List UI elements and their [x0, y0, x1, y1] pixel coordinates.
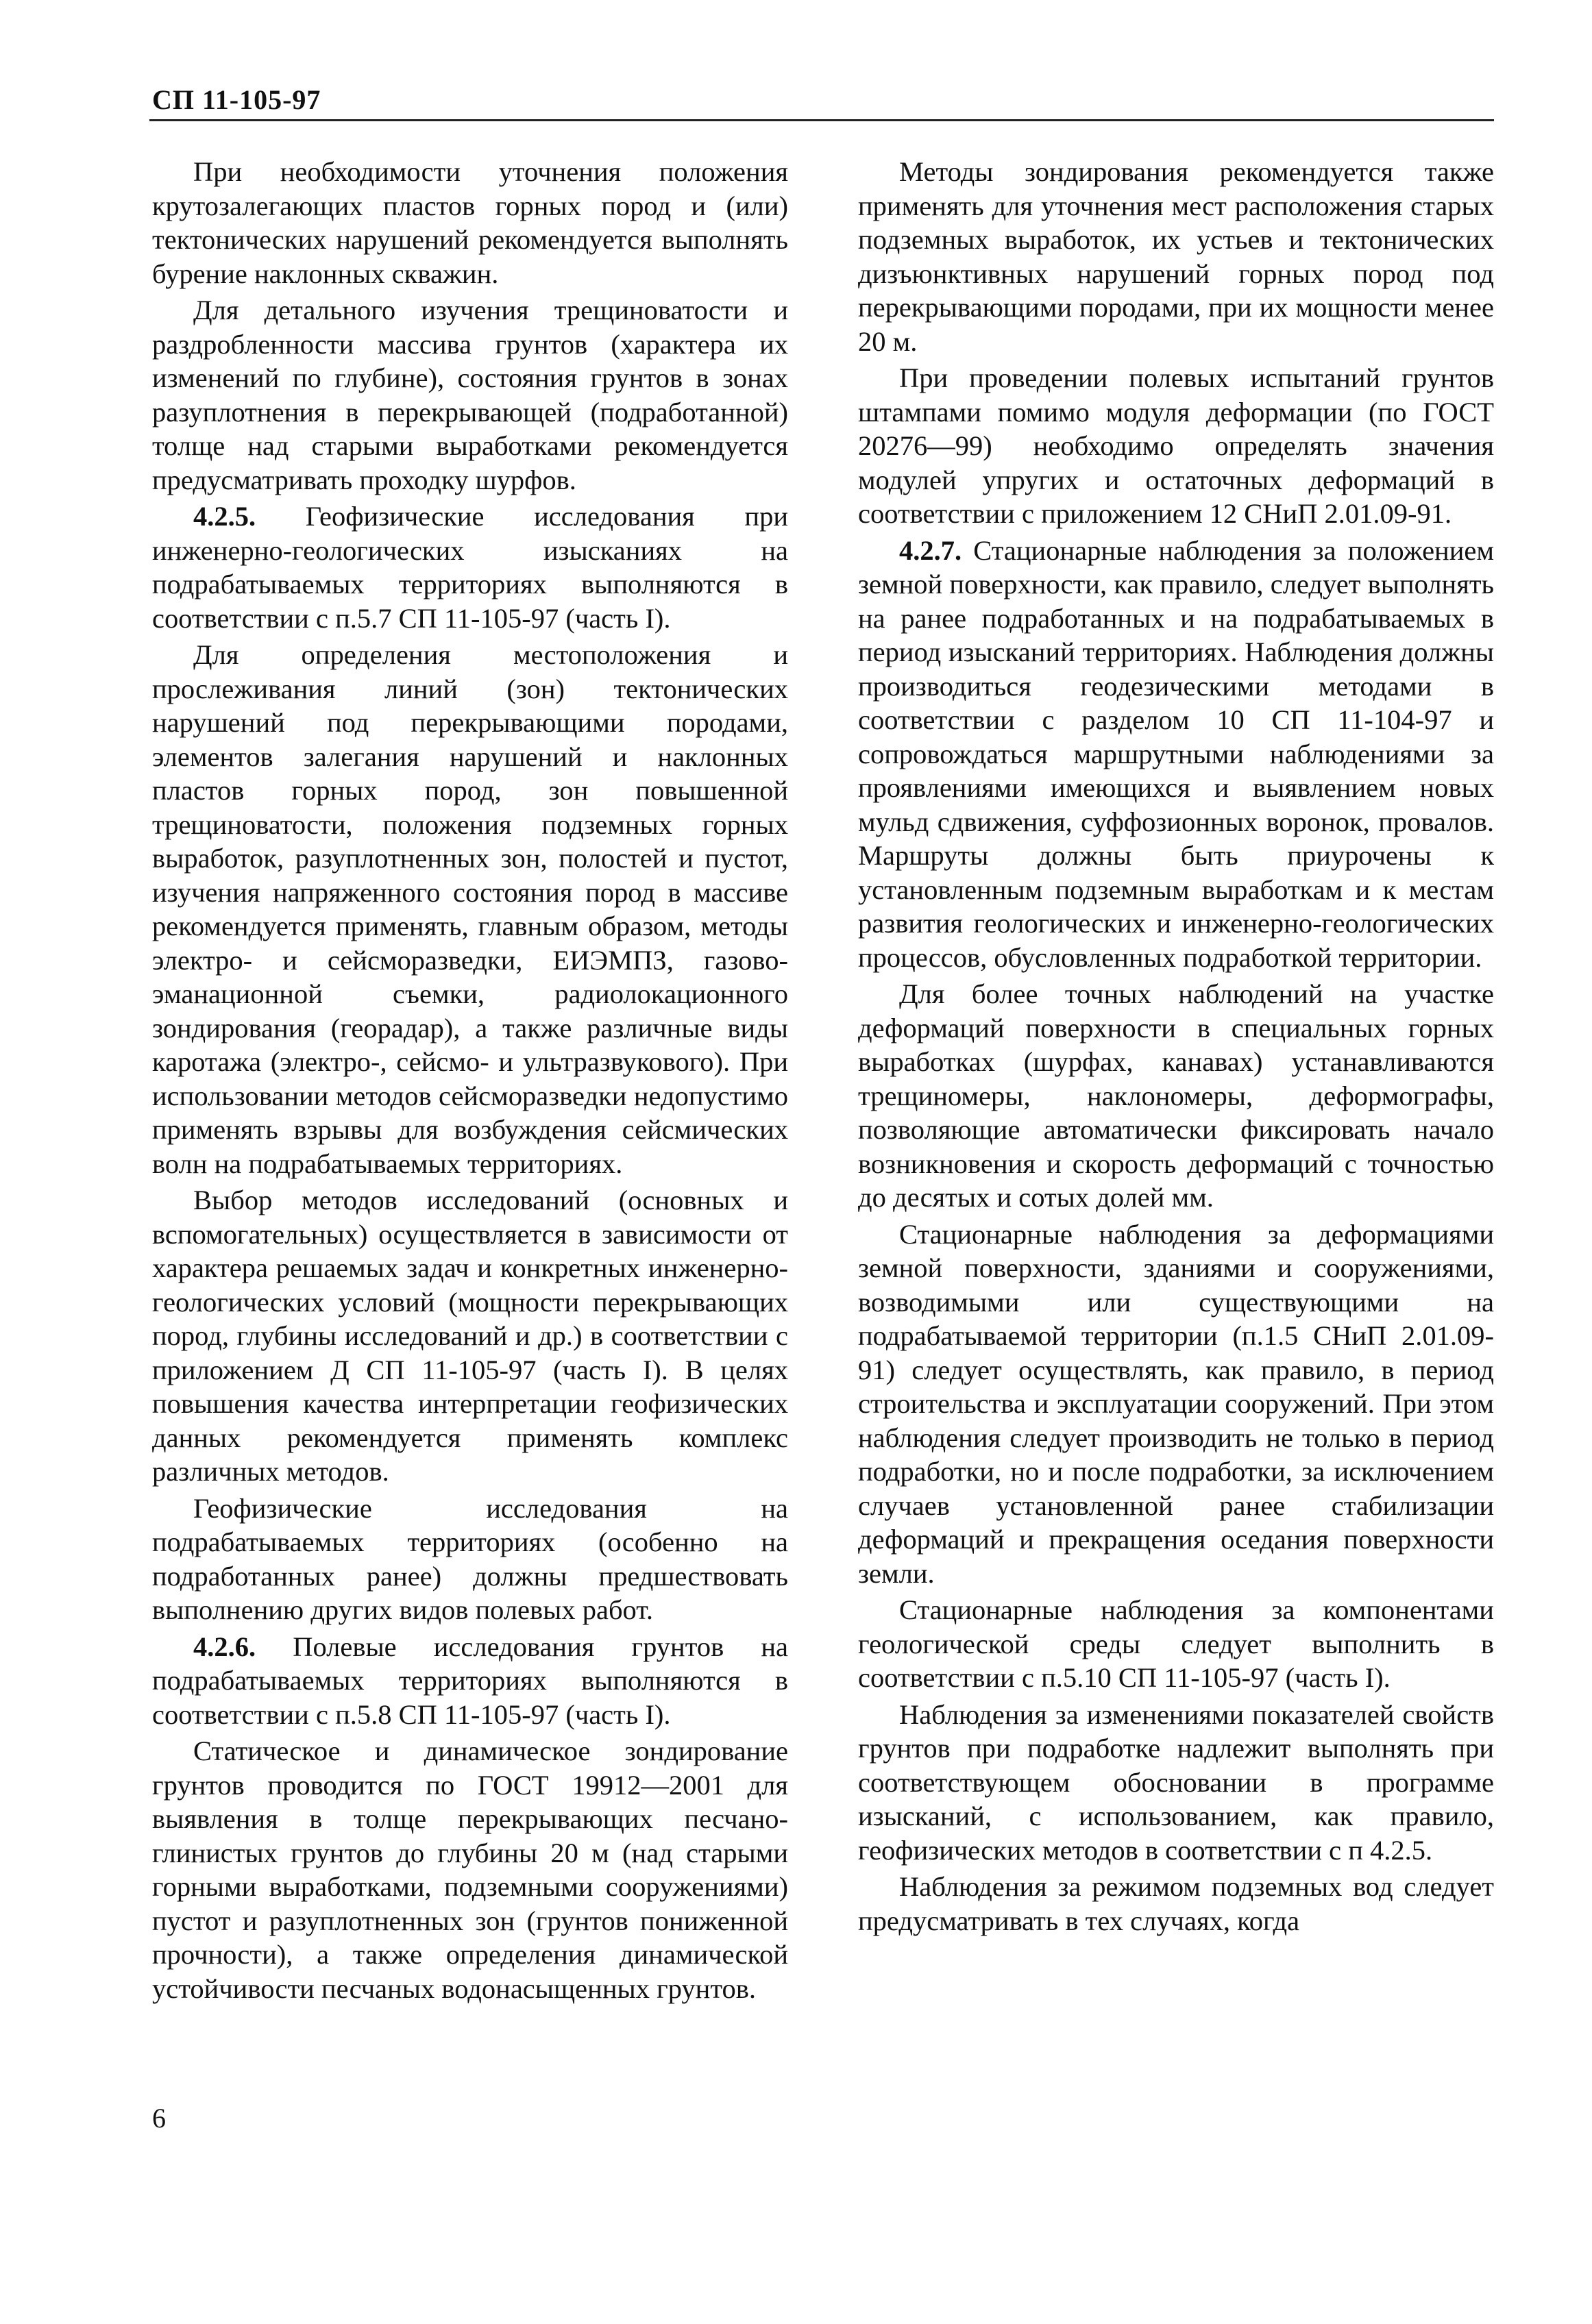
paragraph [152, 1734, 788, 2005]
paragraph-text: Выбор методов исследований (основных и вспомогательных) осуществляется в зависимости от характера решаемых задач и конкретных инженерно-геологических условий (мощности перекрывающих пород, глубины исследований и др.) в соответствии с приложением Д СП 11-105-97 (часть I). В целях повышения качества интерпретации геофизических данных рекомендуется применять комплекс различных методов. [152, 1185, 788, 1487]
paragraph-text: При проведении полевых испытаний грунтов штампами помимо модуля деформации (по ГОСТ 20276—99) необходимо определять значения модулей упругих и остаточных деформаций в соответствии с приложением 12 СНиП 2.01.09-91. [858, 362, 1494, 529]
paragraph-text: Для детального изучения трещиноватости и раздробленности массива грунтов (характера их изменений по глубине), состояния грунтов в зонах разуплотнения в перекрывающей (подработанной) толще над старыми выработками рекомендуется предусматривать проходку шурфов. [152, 295, 788, 495]
page-number: 6 [152, 2103, 166, 2134]
paragraph [858, 534, 1494, 975]
paragraph-text: Наблюдения за изменениями показателей свойств грунтов при подработке надлежит выполнять при соответствующем обосновании в программе изысканий, с использованием, как правило, геофизических методов в соответствии с п 4.2.5. [858, 1698, 1494, 1866]
paragraph-text: Для более точных наблюдений на участке деформаций поверхности в специальных горных выработках (шурфах, канавах) устанавливаются трещиномеры, наклономеры, деформографы, позволяющие автоматически фиксировать начало возникновения и скорость деформаций с точностью до десятых и сотых долей мм. [858, 978, 1494, 1213]
paragraph-text: При необходимости уточнения положения крутозалегающих пластов горных пород и (или) тектонических нарушений рекомендуется выполнять бурение наклонных скважин. [152, 156, 788, 289]
section-number: 4.2.6. [193, 1631, 256, 1662]
paragraph [858, 155, 1494, 358]
paragraph [152, 293, 788, 497]
paragraph [152, 638, 788, 1180]
paragraph [858, 1217, 1494, 1591]
paragraph-text: Стационарные наблюдения за положением земной поверхности, как правило, следует выполнять на ранее подработанных и на подрабатываемых в период изысканий территориях. Наблюдения должны производиться геодезическими методами в соответствии с разделом 10 СП 11-104-97 и сопровождаться маршрутными наблюдениями за проявлениями имеющихся и выявлением новых мульд сдвижения, суффозионных воронок, провалов. Маршруты должны быть приурочены к установленным подземным выработкам и к местам развития геологических и инженерно-геологических процессов, обусловленных подработкой территории. [858, 534, 1494, 973]
paragraph [152, 155, 788, 290]
section-number: 4.2.7. [899, 534, 962, 566]
paragraph-text: Стационарные наблюдения за компонентами геологической среды следует выполнить в соответствии с п.5.10 СП 11-105-97 (часть I). [858, 1594, 1494, 1693]
paragraph-text: Для определения местоположения и прослеживания линий (зон) тектонических нарушений под перекрывающими породами, элементов залегания нарушений и наклонных пластов горных пород, зон повышенной трещиноватости, положения подземных горных выработок, разуплотненных зон, полостей и пустот, изучения напряженного состояния пород в массиве рекомендуется применять, главным образом, методы электро- и сейсморазведки, ЕИЭМПЗ, газово-эманационной съемки, радиолокационного зондирования (георадар), а также различные виды каротажа (электро-, сейсмо- и ультразвукового). При использовании методов сейсморазведки недопустимо применять взрывы для возбуждения сейсмических волн на подрабатываемых территориях. [152, 639, 788, 1179]
paragraph-text: Геофизические исследования на подрабатываемых территориях (особенно на подработанных ранее) должны предшествовать выполнению других видов полевых работ. [152, 1492, 788, 1625]
paragraph-text: Стационарные наблюдения за деформациями земной поверхности, зданиями и сооружениями, возводимыми или существующими на подрабатываемой территории (п.1.5 СНиП 2.01.09-91) следует осуществлять, как правило, в период строительства и эксплуатации сооружений. При этом наблюдения следует производить не только в период подработки, но и после подработки, за исключением случаев установленной ранее стабилизации деформаций и прекращения оседания поверхности земли. [858, 1218, 1494, 1589]
paragraph [858, 977, 1494, 1215]
paragraph [858, 1698, 1494, 1868]
paragraph [858, 1593, 1494, 1695]
paragraph-text: Геофизические исследования при инженерно-геологических изысканиях на подрабатываемых территориях выполняются в соответствии с п.5.7 СП 11-105-97 (часть I). [152, 501, 788, 634]
section-number: 4.2.5. [193, 501, 256, 532]
left-text-column [152, 155, 788, 2008]
paragraph [152, 1630, 788, 1732]
paragraph [858, 361, 1494, 531]
paragraph [858, 1870, 1494, 1938]
paragraph [152, 1492, 788, 1627]
paragraph [152, 1183, 788, 1489]
paragraph [152, 499, 788, 635]
right-text-column [858, 155, 1494, 1940]
paragraph-text: Методы зондирования рекомендуется также применять для уточнения мест расположения старых подземных выработок, их устьев и тектонических дизъюнктивных нарушений горных пород под перекрывающими породами, при их мощности менее 20 м. [858, 156, 1494, 357]
paragraph-text: Полевые исследования грунтов на подрабатываемых территориях выполняются в соответствии с п.5.8 СП 11-105-97 (часть I). [152, 1631, 788, 1730]
paragraph-text: Наблюдения за режимом подземных вод следует предусматривать в тех случаях, когда [858, 1871, 1494, 1936]
header-divider [149, 119, 1494, 121]
document-code: СП 11-105-97 [152, 84, 321, 115]
paragraph-text: Статическое и динамическое зондирование грунтов проводится по ГОСТ 19912—2001 для выявления в толще перекрывающих песчано-глинистых грунтов до глубины 20 м (над старыми горными выработками, подземными сооружениями) пустот и разуплотненных зон (грунтов пониженной прочности), а также определения динамической устойчивости песчаных водонасыщенных грунтов. [152, 1735, 788, 2004]
